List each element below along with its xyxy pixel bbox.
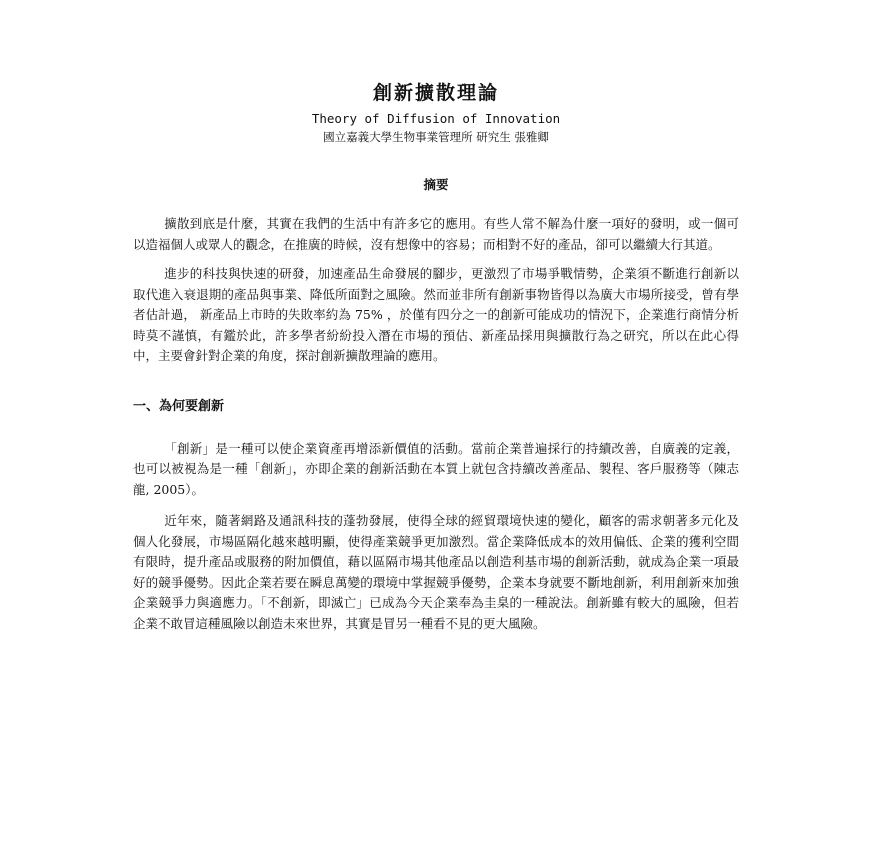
document-title: 創新擴散理論 (372, 82, 499, 104)
abstract-heading: 摘要 (423, 177, 449, 192)
section-1-paragraph-1: 「創新」是一種可以使企業資產再增添新價值的活動。當前企業普遍採行的持續改善，自廣義的定義，也可以被視為是一種「創新」，亦即企業的創新活動在本質上就包含持續改善產品、製程、客戶服務等（陳志龍, 2005）。 (133, 440, 739, 497)
author-line: 國立嘉義大學生物事業管理所 研究生 張雅卿 (323, 130, 549, 144)
section-1-heading: 一、為何要創新 (133, 398, 225, 414)
document-page (133, 72, 739, 634)
section-1-paragraph-2: 近年來，隨著網路及通訊科技的蓬勃發展，使得全球的經貿環境快速的變化，顧客的需求朝著多元化及個人化發展，市場區隔化越來越明顯，使得產業競爭更加激烈。當企業降低成本的效用偏低、企業的獲利空間有限時，提升產品或服務的附加價值，藉以區隔市場其他產品以創造利基市場的創新活動，就成為企業一項最好的競爭優勢。因此企業若要在瞬息萬變的環境中掌握競爭優勢，企業本身就要不斷地創新，利用創新來加強企業競爭力與適應力。「不創新，即滅亡」已成為今天企業奉為圭臬的一種說法。創新雖有較大的風險，但若企業不敢冒這種風險以創造未來世界，其實是冒另一種看不見的更大風險。 (133, 513, 739, 631)
abstract-paragraph-1: 擴散到底是什麼，其實在我們的生活中有許多它的應用。有些人常不解為什麼一項好的發明，或一個可以造福個人或眾人的觀念，在推廣的時候，沒有想像中的容易；而相對不好的產品，卻可以繼續大行其道。 (133, 216, 739, 252)
abstract-paragraph-2: 進步的科技與快速的研發，加速產品生命發展的腳步，更激烈了市場爭戰情勢，企業須不斷進行創新以取代進入衰退期的產品與事業、降低所面對之風險。然而並非所有創新事物皆得以為廣大市場所接受，曾有學者估計過， 新產品上市時的失敗率約為 75% ，於僅有四分之一的創新可能成功的情況下，企業進行商情分析時莫不謹慎，有鑑於此，許多學者紛紛投入潛在市場的預估、新產品採用與擴散行為之研究，所以在此心得中，主要會針對企業的角度，探討創新擴散理論的應用。 (133, 266, 739, 363)
document-subtitle: Theory of Diffusion of Innovation (311, 111, 561, 126)
